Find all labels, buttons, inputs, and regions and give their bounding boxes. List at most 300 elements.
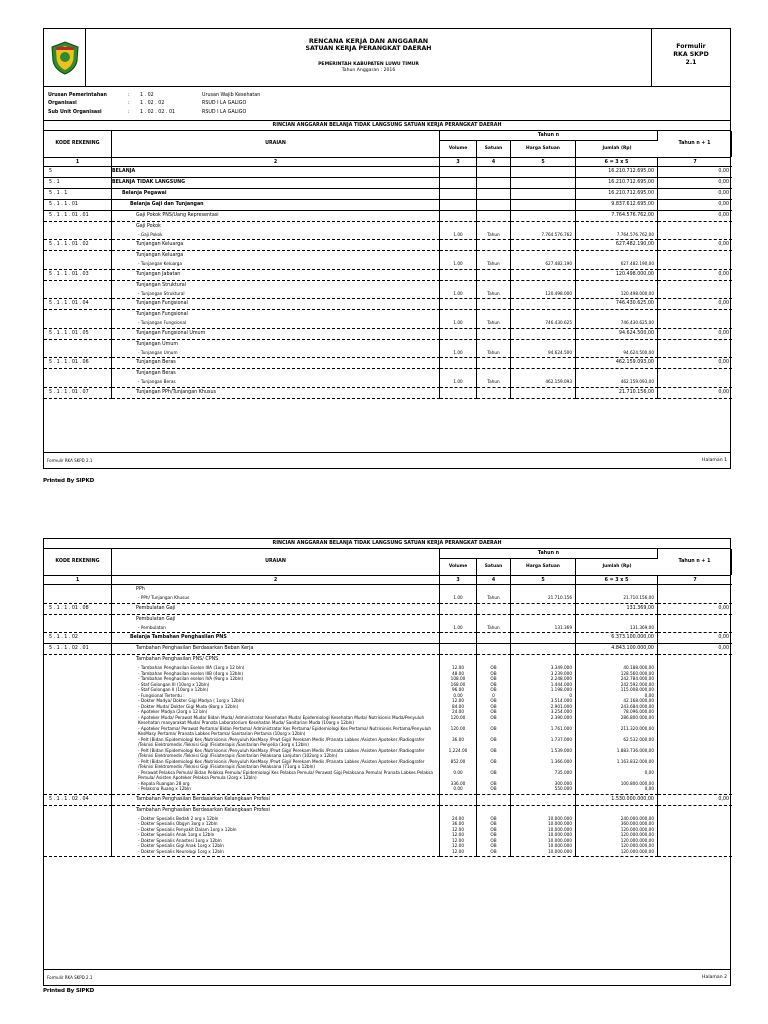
government-name: PEMERINTAH KABUPATEN LUWU TIMUR (318, 62, 419, 67)
detail-item-value: 108.00 (450, 676, 466, 681)
next-year-cell (658, 251, 732, 270)
price-cell (511, 585, 576, 604)
volume-cell (440, 615, 477, 634)
detail-item-value: 852.00 (450, 758, 466, 764)
detail-description (112, 281, 440, 300)
detail-item-value: 131.369 (554, 624, 572, 630)
unit-cell (477, 240, 511, 251)
unit-cell (477, 615, 511, 634)
detail-item-value: 1.737.000 (550, 736, 572, 742)
detail-item-value: OB (490, 826, 497, 832)
header-kode: KODE REKENING (44, 131, 112, 157)
header-satuan: Satuan (477, 141, 511, 157)
detail-item-text: - Tunjangan Struktural (138, 290, 185, 296)
price-cell (511, 633, 576, 644)
col-num: 6 = 3 x 5 (576, 158, 658, 167)
account-code (44, 655, 112, 795)
detail-item-value: OB (490, 837, 497, 843)
amount-cell: 16.210.712.695,00 (576, 167, 658, 178)
detail-item-value: 12.00 (452, 843, 464, 848)
unit-cell (477, 369, 511, 388)
unit-cell (477, 270, 511, 281)
account-code (44, 281, 112, 300)
unit-cell (477, 329, 511, 340)
detail-item-value: 10.000.000 (548, 821, 572, 826)
detail-item-value: 10.000.000 (548, 815, 572, 821)
account-code (44, 806, 112, 858)
unit-cell (477, 604, 511, 615)
volume-cell (440, 310, 477, 329)
detail-item-value: 120.000.000,00 (620, 837, 654, 843)
detail-item-value: 1.444.000 (550, 681, 572, 687)
detail-item-value: OB (490, 714, 497, 720)
page-footer (44, 452, 730, 468)
detail-item-text: - Apoteker Muda/ Perawat Muda/ Bidan Muda/ Administrator Kesehatan Muda/ Epidemiologi Kesehatan Muda/ Nutrisionis Muda/Penyuluh Kesehatan masyarakat Muda/ Pranata Laboratorium Kesehatan Muda/ Sanitarian Muda (10org x 12bln) (138, 714, 425, 725)
detail-item-value: 120.000.000,00 (620, 843, 654, 848)
detail-description (112, 615, 440, 634)
col-num: 5 (511, 158, 576, 167)
price-cell (511, 644, 576, 655)
detail-subheading: Gaji Pokok (136, 223, 161, 229)
detail-item-value: OB (490, 832, 497, 837)
volume-cell (440, 189, 477, 200)
detail-item-value: 168.00 (450, 681, 466, 687)
next-year-cell (658, 585, 732, 604)
detail-item-value: 0 (492, 692, 495, 698)
price-cell (511, 281, 576, 300)
price-cell (511, 167, 576, 178)
table-row (44, 178, 730, 189)
unit-cell (477, 178, 511, 189)
detail-item-value: 120.000.000,00 (620, 848, 654, 854)
detail-item-value: 746.430.625,00 (620, 320, 654, 325)
col-num: 7 (658, 158, 732, 167)
account-code: 5 . 1 . 1 . 01 (44, 200, 112, 211)
volume-cell (440, 178, 477, 189)
detail-item-text: - Tunjangan Fungsional (138, 320, 187, 325)
amount-cell: 462.159.093,00 (576, 358, 658, 369)
detail-description (112, 251, 440, 270)
col-num: 4 (477, 576, 511, 585)
volume-cell (440, 299, 477, 310)
detail-item-value: 94.624.500,00 (623, 349, 654, 355)
account-code: 5 . 1 . 1 . 01 . 06 (44, 358, 112, 369)
next-year-cell (658, 340, 732, 359)
detail-item-value: 2.901.000 (550, 703, 572, 709)
price-cell (511, 270, 576, 281)
detail-item-text: - Staf Golongan III (10org x 12bln) (138, 681, 210, 687)
info-row-organisasi (48, 100, 726, 109)
detail-subheading: Tunjangan Keluarga (136, 253, 184, 258)
detail-item-value: OB (490, 758, 497, 764)
next-year-cell (658, 310, 732, 329)
detail-item-value: 0.00 (453, 769, 463, 775)
document-header (44, 29, 730, 87)
detail-item-value: 286.800.000,00 (620, 714, 654, 720)
detail-item-value: 242.784.000,00 (620, 676, 654, 681)
detail-item-value: 735.000 (554, 769, 572, 775)
detail-item-value: OB (490, 665, 497, 670)
col-num: 1 (44, 158, 112, 167)
detail-item-value: OB (490, 670, 497, 676)
detail-item-value: 12.00 (452, 665, 464, 670)
detail-item-text: - Tambahan Penghasilan eselon IVA (9org x 12bln) (138, 676, 244, 681)
form-number: 2.1 (685, 59, 697, 66)
info-code: 1 . 02 (140, 92, 154, 98)
amount-cell: 6.373.100.000,00 (576, 633, 658, 644)
account-code (44, 310, 112, 329)
organization-info (44, 87, 730, 121)
detail-item-text: - Dokter Spesialis Gigi Anak 1org x 12bln (138, 843, 224, 848)
detail-item-value: OB (490, 786, 497, 791)
account-code: 5 . 1 . 1 . 02 . 04 (44, 795, 112, 806)
price-cell (511, 251, 576, 270)
detail-item-value: OB (490, 725, 497, 731)
form-label: Formulir (676, 43, 706, 50)
detail-item-value: 462.159.093,00 (620, 379, 654, 384)
detail-item-text: - PPh/ Tunjangan Khusus (138, 595, 190, 600)
account-code: 5 . 1 . 1 . 01 . 08 (44, 604, 112, 615)
header-tahun-n1: Tahun n + 1 (658, 549, 732, 575)
detail-item-value: 240.000.000,00 (620, 815, 654, 821)
account-description: Tunjangan Beras (112, 358, 440, 369)
table-row (44, 211, 730, 222)
table-row (44, 270, 730, 281)
table-body (44, 585, 730, 857)
unit-cell (477, 585, 511, 604)
detail-item-value: Tahun (487, 624, 500, 630)
header-harga: Harga Satuan (511, 559, 576, 575)
detail-subheading: Tunjangan Beras (136, 371, 176, 376)
detail-item-value: 336.00 (450, 780, 466, 786)
header-volume: Volume (440, 559, 477, 575)
volume-cell (440, 633, 477, 644)
detail-item-value: 462.159.093 (545, 379, 572, 384)
detail-item-text: - Pelaksna Ruang x 12bln (138, 786, 191, 791)
price-cell (511, 806, 576, 858)
detail-item-text: - Dokter Muda/ Dokter Gigi Muda (8org x 12bln) (138, 703, 239, 709)
price-cell (511, 189, 576, 200)
detail-item-value: 300.000 (554, 780, 572, 786)
detail-item-value: 36.00 (452, 821, 464, 826)
detail-item-value: 48.00 (452, 670, 464, 676)
footer-form-label: Formulir RKA SKPD 2.1 (47, 975, 93, 980)
detail-item-value: OB (490, 821, 497, 826)
detail-item-value: 21.710.156 (548, 595, 572, 600)
document-page-2 (43, 538, 731, 986)
volume-cell (440, 358, 477, 369)
col-num: 3 (440, 158, 477, 167)
col-num: 5 (511, 576, 576, 585)
detail-item-text: - Dokter Spesialis Anak 1org x 12bln (138, 832, 215, 837)
detail-item-text: - Pelt (Bidan /Epidemiologi Kes /Nutrisionis /Penyuluh KesMasy /Prwt Gigi/ Perekam Medis /Pranata Labkes /Asisten Apoteker /Radiografer /Teknisi Elektromedis /Teknisi Gigi /Fisioterapis /Sanitarian Pelaksana (71org x 12bln) (138, 758, 425, 769)
table-row (44, 604, 730, 615)
detail-item-value: 12.00 (452, 837, 464, 843)
amount-cell (576, 806, 658, 858)
table-row (44, 200, 730, 211)
detail-item-value: 0 (569, 692, 572, 698)
price-cell (511, 388, 576, 399)
detail-description (112, 310, 440, 329)
detail-item-value: OB (490, 698, 497, 703)
detail-item-value: 1.00 (453, 261, 463, 266)
detail-item-value: 120.498.000 (545, 290, 572, 296)
unit-cell (477, 189, 511, 200)
info-value: RSUD I LA GALIGO (202, 109, 247, 115)
detail-description (112, 806, 440, 858)
detail-item-value: OB (490, 676, 497, 681)
volume-cell (440, 388, 477, 399)
detail-item-value: Tahun (487, 320, 500, 325)
document-page-1 (43, 28, 731, 469)
account-code: 5 . 1 . 1 (44, 189, 112, 200)
account-description: Tunjangan PPh/Tunjangan Khusus (112, 388, 440, 399)
table-row (44, 795, 730, 806)
table-row (44, 299, 730, 310)
detail-item-value: 96.00 (452, 687, 464, 692)
unit-cell (477, 388, 511, 399)
account-code: 5 . 1 . 1 . 01 . 02 (44, 240, 112, 251)
table-row (44, 240, 730, 251)
detail-item-value: 100.800.000,00 (620, 780, 654, 786)
col-num: 6 = 3 x 5 (576, 576, 658, 585)
price-cell (511, 369, 576, 388)
amount-cell: 16.210.712.695,00 (576, 189, 658, 200)
detail-item-value: 78.096.000,00 (623, 709, 654, 714)
detail-item-value: 2.248.000 (550, 676, 572, 681)
page-number: Halaman 2 (702, 975, 727, 980)
price-cell (511, 329, 576, 340)
detail-row (44, 222, 730, 241)
table-header (44, 131, 730, 158)
detail-item-value: 1.00 (453, 320, 463, 325)
account-code: 5 . 1 . 1 . 01 . 03 (44, 270, 112, 281)
amount-cell (576, 369, 658, 388)
info-code: 1 . 02 . 02 (140, 101, 165, 107)
volume-cell (440, 806, 477, 858)
detail-item-value: OB (490, 703, 497, 709)
info-colon: : (128, 109, 130, 115)
detail-item-value: OB (490, 780, 497, 786)
detail-item-value: 84.00 (452, 703, 464, 709)
detail-item-value: OB (490, 815, 497, 821)
detail-item-text: - Gaji Pokok (138, 231, 163, 237)
detail-item-value: 12.00 (452, 848, 464, 854)
next-year-cell (658, 655, 732, 795)
detail-item-text: - Staf Golongan II (10org x 12bln) (138, 687, 209, 692)
next-year-cell (658, 806, 732, 858)
unit-cell (477, 358, 511, 369)
detail-item-value: 10.000.000 (548, 826, 572, 832)
info-label: Sub Unit Organisasi (48, 109, 102, 115)
detail-subheading: Tunjangan Umum (136, 341, 179, 347)
detail-item-value: 3.254.000 (550, 709, 572, 714)
detail-item-value: 12.00 (452, 698, 464, 703)
detail-description (112, 655, 440, 795)
unit-cell (477, 211, 511, 222)
header-harga: Harga Satuan (511, 141, 576, 157)
account-code (44, 340, 112, 359)
account-code (44, 585, 112, 604)
amount-cell (576, 222, 658, 241)
amount-cell: 746.430.625,00 (576, 299, 658, 310)
unit-cell (477, 167, 511, 178)
account-code (44, 369, 112, 388)
detail-item-text: - Dokter Spesialis Anastesi 1org x 12bln (138, 837, 222, 843)
detail-item-text: - Tunjangan Beras (138, 379, 176, 384)
account-code (44, 615, 112, 634)
detail-item-value: 1.00 (453, 290, 463, 296)
detail-item-value: Tahun (487, 261, 500, 266)
detail-item-value: 7.764.576.762,00 (616, 231, 654, 237)
amount-cell: 21.710.156,00 (576, 388, 658, 399)
detail-item-value: 120.00 (450, 725, 466, 731)
account-description: BELANJA (112, 167, 440, 178)
unit-cell (477, 299, 511, 310)
detail-item-value: 0.00 (453, 786, 463, 791)
info-value: RSUD I LA GALIGO (202, 101, 247, 107)
price-cell (511, 615, 576, 634)
detail-item-value: 0,00 (644, 769, 654, 775)
col-num: 7 (658, 576, 732, 585)
form-name: RKA SKPD (673, 51, 709, 58)
col-num: 1 (44, 576, 112, 585)
price-cell (511, 604, 576, 615)
price-cell (511, 795, 576, 806)
detail-item-value: Tahun (487, 231, 500, 237)
detail-item-value: 12.00 (452, 826, 464, 832)
account-description: Tunjangan Keluarga (112, 240, 440, 251)
next-year-cell (658, 369, 732, 388)
detail-subheading: Pembulatan Gaji (136, 616, 176, 622)
section-title: RINCIAN ANGGARAN BELANJA TIDAK LANGSUNG SATUAN KERJA PERANGKAT DAERAH (44, 121, 730, 131)
volume-cell (440, 270, 477, 281)
next-year-cell: 0,00 (658, 388, 732, 399)
detail-item-text: - Tambahan Penghasilan Eselon IIIA (1org x 12 bln) (138, 665, 245, 670)
detail-item-value: OB (490, 709, 497, 714)
page-number: Halaman 1 (702, 458, 727, 463)
next-year-cell: 0,00 (658, 200, 732, 211)
detail-item-value: 42.168.000,00 (623, 698, 654, 703)
detail-subheading: Tunjangan Fungsional (136, 312, 188, 317)
detail-item-value: 1,224.00 (448, 747, 468, 753)
account-code: 5 . 1 . 1 . 02 (44, 633, 112, 644)
detail-item-text: - Fungsional Tertentu : (138, 692, 185, 698)
volume-cell (440, 340, 477, 359)
detail-item-value: 3.349.000 (550, 665, 572, 670)
header-uraian: URAIAN (112, 549, 440, 575)
next-year-cell: 0,00 (658, 189, 732, 200)
detail-description (112, 585, 440, 604)
unit-cell (477, 633, 511, 644)
info-label: Urusan Pemerintahan (48, 92, 107, 98)
account-description: Tunjangan Fungsional (112, 299, 440, 310)
header-jumlah: Jumlah (Rp) (602, 564, 632, 570)
detail-item-value: 120.498.000,00 (620, 290, 654, 296)
detail-item-value: 0,00 (644, 786, 654, 791)
detail-item-text: - Tunjangan Umum (138, 349, 178, 355)
amount-cell: 1.530.000.000,00 (576, 795, 658, 806)
header-title-block (86, 29, 652, 86)
price-cell (511, 200, 576, 211)
col-num: 3 (440, 576, 477, 585)
detail-item-value: 1.761.000 (550, 725, 572, 731)
table-row (44, 633, 730, 644)
next-year-cell: 0,00 (658, 644, 732, 655)
volume-cell (440, 222, 477, 241)
amount-cell (576, 310, 658, 329)
price-cell (511, 211, 576, 222)
unit-cell (477, 200, 511, 211)
detail-item-value: OB (490, 848, 497, 854)
detail-item-value: 627.482.190 (545, 261, 572, 266)
detail-item-value: 40.188.000,00 (623, 665, 654, 670)
next-year-cell: 0,00 (658, 795, 732, 806)
account-description: Tambahan Penghasilan Berdasarkan Beban Kerja (112, 644, 440, 655)
printed-stamp: Printed By SIPKD (43, 478, 95, 484)
col-num: 4 (477, 158, 511, 167)
volume-cell (440, 644, 477, 655)
info-colon: : (128, 92, 130, 98)
price-cell (511, 358, 576, 369)
detail-subheading: Tambahan Penghasilan PNS/ CPNS (136, 657, 219, 662)
next-year-cell: 0,00 (658, 299, 732, 310)
account-description: BELANJA TIDAK LANGSUNG (112, 178, 440, 189)
account-description: Tunjangan Fungsional Umum (112, 329, 440, 340)
amount-cell: 94.624.500,00 (576, 329, 658, 340)
account-description: Belanja Gaji dan Tunjangan (112, 200, 440, 211)
detail-item-value: 36.00 (452, 736, 464, 742)
detail-item-text: - Dokter Spesialis Penyakit Dalam 1org x 12bln (138, 826, 237, 832)
detail-item-value: 0.00 (453, 692, 463, 698)
detail-item-text: - Perawat Pelaksa Pemula/ Bidan Pelaksa Pemula/ Epidemiologi Kes Pelaksa Pemula/ Perawat Gigi Pelaksana Pemula/ Pranata Labkes Pelaksa Pemula/ Asisten Apoteker Pelaksa Pemula (2org x 12bln) (138, 769, 433, 780)
volume-cell (440, 604, 477, 615)
next-year-cell (658, 281, 732, 300)
detail-item-text: - Pelt (Bidan /Epidemiologi Kes /Nutrisionis /Penyuluh KesMasy /Prwt Gigi/ Perekam Medis /Pranata Labkes /Asisten Apoteker /Radiografer /Teknisi Elektromedis /Teknisi Gigi /Fisioterapis /Sanitarian Penyelia (3org x 12bln) (138, 736, 425, 747)
detail-item-value: 120.00 (450, 714, 466, 720)
detail-row (44, 251, 730, 270)
detail-item-value: 131.369,00 (630, 624, 654, 630)
next-year-cell: 0,00 (658, 211, 732, 222)
detail-item-value: 360.000.000,00 (620, 821, 654, 826)
detail-item-value: 24.00 (452, 815, 464, 821)
detail-item-value: 3.514.000 (550, 698, 572, 703)
account-description: Belanja Pegawai (112, 189, 440, 200)
amount-cell (576, 585, 658, 604)
detail-item-value: 24.00 (452, 709, 464, 714)
logo-box (44, 29, 86, 86)
account-code: 5 . 1 (44, 178, 112, 189)
price-cell (511, 178, 576, 189)
detail-description (112, 369, 440, 388)
detail-item-value: 10.000.000 (548, 837, 572, 843)
detail-row (44, 310, 730, 329)
next-year-cell: 0,00 (658, 240, 732, 251)
volume-cell (440, 795, 477, 806)
volume-cell (440, 167, 477, 178)
column-number-row (44, 576, 730, 585)
detail-item-value: OB (490, 736, 497, 742)
info-value: Urusan Wajib Kesehatan (202, 92, 261, 98)
volume-cell (440, 655, 477, 795)
amount-cell (576, 615, 658, 634)
detail-item-value: 128.560.000,00 (620, 670, 654, 676)
account-code (44, 222, 112, 241)
detail-description (112, 340, 440, 359)
account-description: Belanja Tambahan Penghasilan PNS (112, 633, 440, 644)
price-cell (511, 655, 576, 795)
detail-item-value: 94.624.500 (548, 349, 572, 355)
